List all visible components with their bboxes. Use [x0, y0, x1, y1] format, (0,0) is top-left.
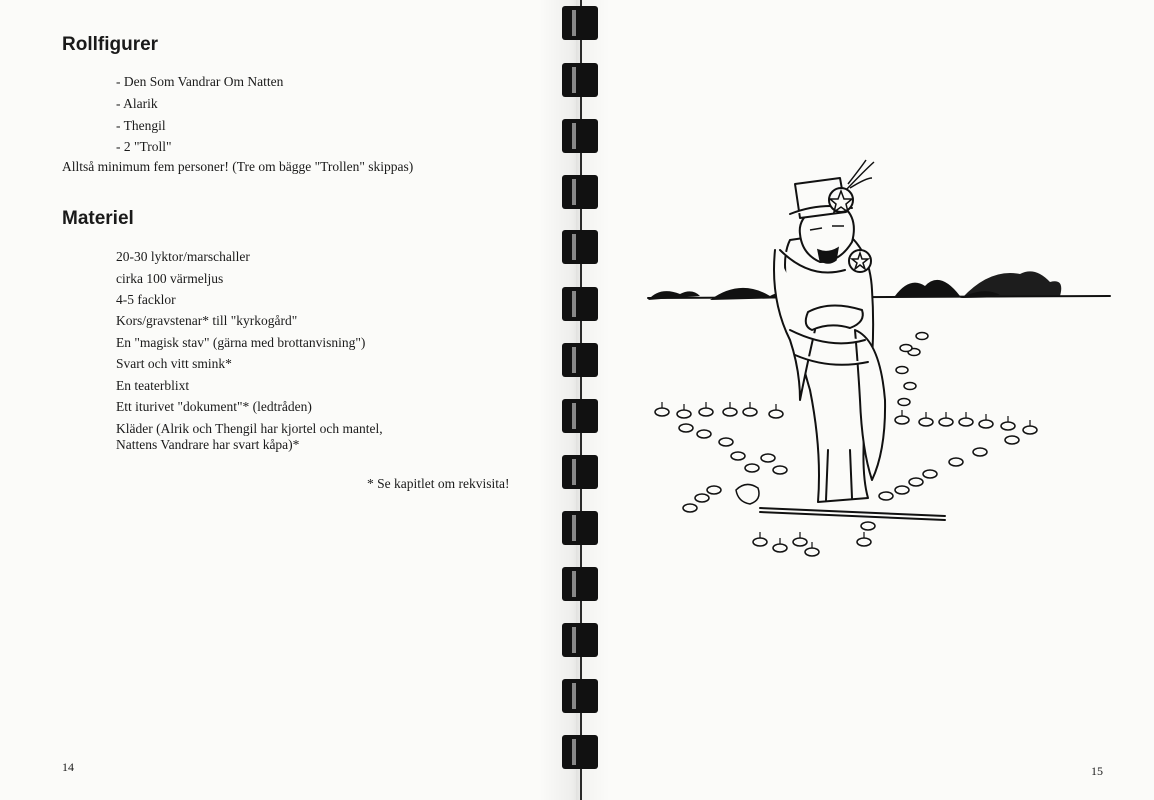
material-item: cirka 100 värmeljus: [116, 271, 224, 286]
material-item: Nattens Vandrare har svart kåpa)*: [116, 437, 300, 452]
material-item: Ett iturivet "dokument"* (ledtråden): [116, 399, 312, 414]
material-item: 4-5 facklor: [116, 292, 176, 307]
role-item: - 2 "Troll": [116, 139, 172, 154]
material-item: 20-30 lyktor/marschaller: [116, 249, 250, 264]
roles-heading: Rollfigurer: [62, 34, 159, 55]
role-item: - Thengil: [116, 118, 166, 133]
material-item: En "magisk stav" (gärna med brottanvisning"): [116, 335, 366, 350]
material-item: En teaterblixt: [116, 378, 190, 393]
role-item: - Alarik: [116, 96, 158, 111]
material-item: Svart och vitt smink*: [116, 356, 232, 371]
materials-heading: Materiel: [62, 208, 134, 229]
material-item: Kläder (Alrik och Thengil har kjortel och mantel,: [116, 421, 383, 436]
page-number-right: 15: [1091, 764, 1103, 778]
spiral-binding-icon: [560, 0, 600, 800]
material-item: Kors/gravstenar* till "kyrkogård": [116, 313, 298, 328]
role-item: - Den Som Vandrar Om Natten: [116, 74, 284, 89]
footnote: * Se kapitlet om rekvisita!: [367, 476, 510, 491]
roles-summary: Alltså minimum fem personer! (Tre om bägge "Trollen" skippas): [62, 159, 414, 174]
page-number-left: 14: [62, 760, 74, 774]
left-page: [0, 0, 576, 800]
wizard-illustration-icon: [640, 150, 1120, 590]
